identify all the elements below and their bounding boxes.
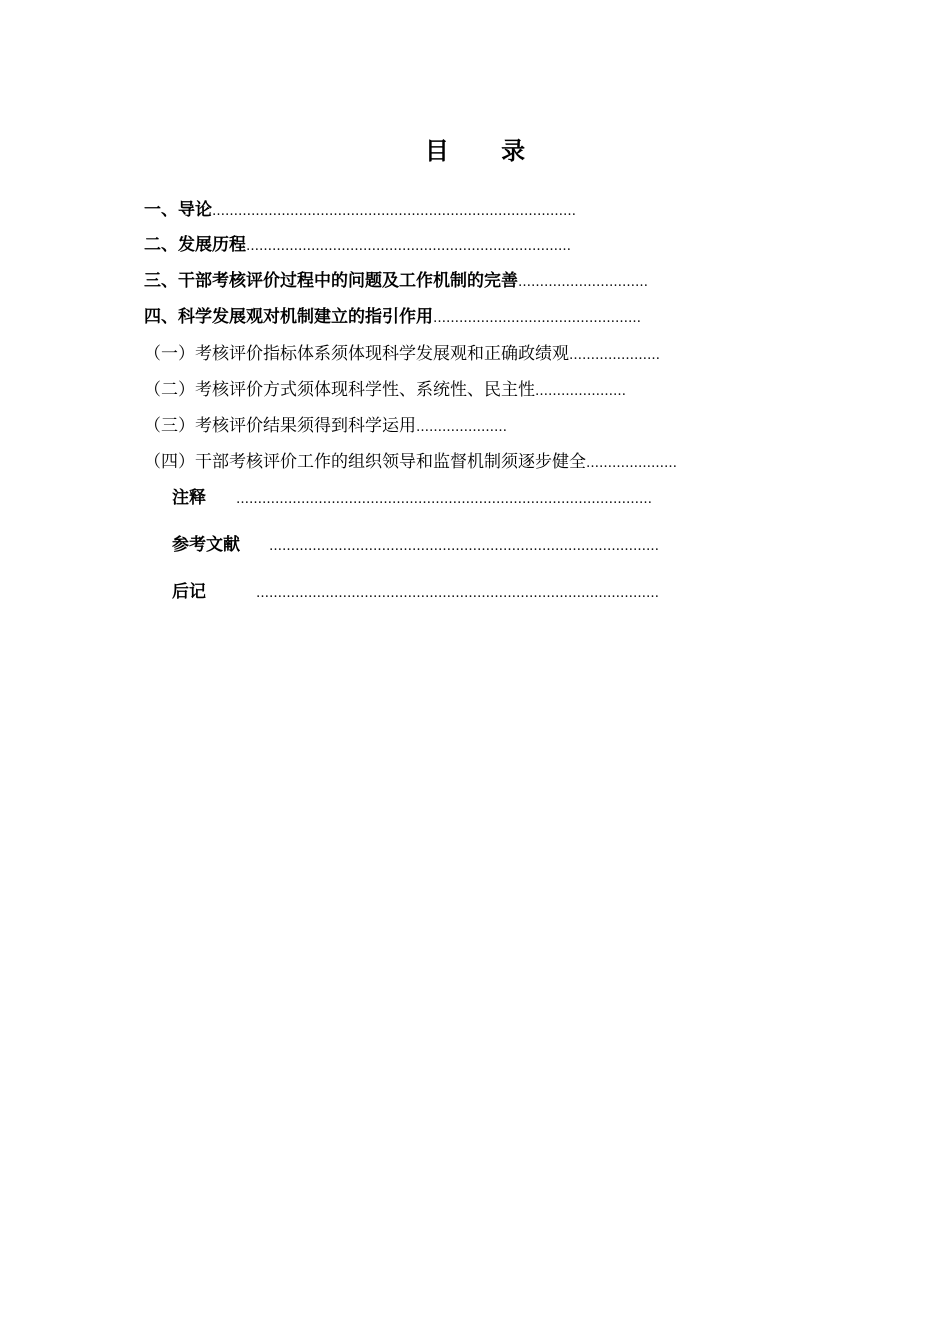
toc-leader-dots: ………………………………………………………………………… [212, 204, 576, 219]
toc-leader-dots: …………………………………………………………………………………… [236, 492, 652, 507]
toc-entry-problems [144, 269, 648, 293]
toc-entry-label: （二）考核评价方式须体现科学性、系统性、民主性 [144, 380, 535, 400]
toc-entry-label: 一、导论 [144, 200, 212, 220]
toc-leader-dots: ………………… [416, 420, 507, 435]
toc-title: 目 录 [424, 137, 548, 165]
toc-entry-label: （一）考核评价指标体系须体现科学发展观和正确政绩观 [144, 344, 569, 364]
toc-entry-label: 四、科学发展观对机制建立的指引作用 [144, 307, 433, 327]
toc-leader-dots: ……………………………………………………………………………… [269, 539, 659, 554]
toc-entry-guidance [144, 305, 641, 329]
toc-entry-label: （四）干部考核评价工作的组织领导和监督机制须逐步健全 [144, 452, 586, 472]
toc-entry-references [172, 533, 659, 557]
toc-entry-label: 三、干部考核评价过程中的问题及工作机制的完善 [144, 271, 518, 291]
toc-entry-label: 参考文献 [172, 535, 240, 555]
toc-leader-dots: ………………… [586, 456, 677, 471]
toc-entry-introduction [144, 198, 576, 222]
toc-subentry-3 [144, 414, 507, 438]
toc-leader-dots: ………………………………………………………………………………… [256, 586, 659, 601]
toc-entry-label: 二、发展历程 [144, 235, 246, 255]
toc-subentry-1 [144, 342, 660, 366]
toc-leader-dots: ………………… [569, 348, 660, 363]
toc-entry-afterword [172, 580, 659, 604]
toc-subentry-4 [144, 450, 677, 474]
toc-entry-label: （三）考核评价结果须得到科学运用 [144, 416, 416, 436]
toc-leader-dots: ………………………………………… [433, 311, 641, 326]
toc-leader-dots: ………………………………………………………………… [246, 239, 571, 254]
toc-leader-dots: ………………… [535, 384, 626, 399]
toc-leader-dots: ………………………… [518, 275, 648, 290]
toc-entry-notes [172, 486, 652, 510]
toc-entry-history [144, 233, 571, 257]
toc-entry-label: 注释 [172, 488, 206, 508]
toc-subentry-2 [144, 378, 626, 402]
toc-entry-label: 后记 [172, 582, 206, 602]
